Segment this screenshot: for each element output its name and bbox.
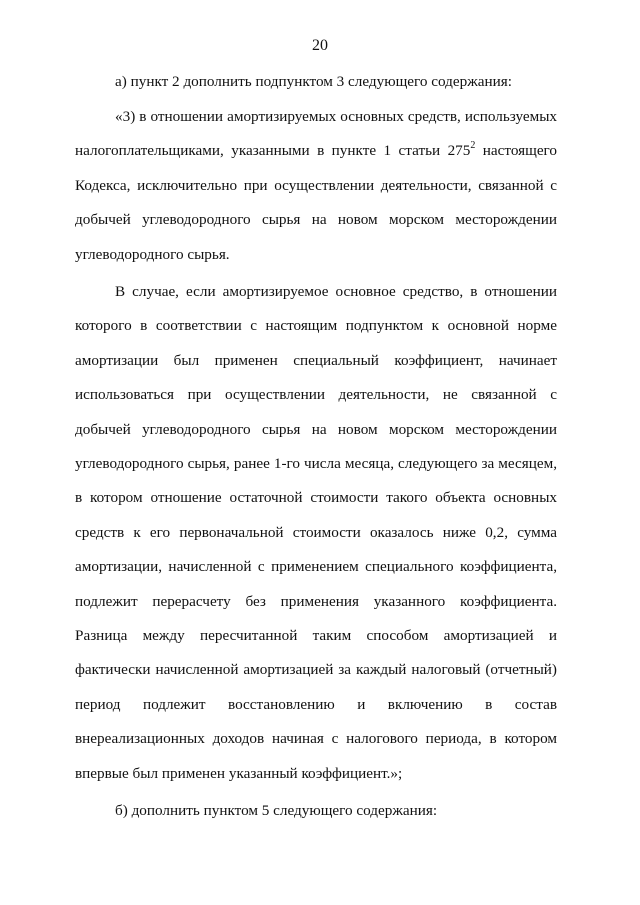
page-number: 20 xyxy=(312,37,328,54)
paragraph-subpoint-3 xyxy=(75,100,557,272)
subpoint-3-text-end: настоящего Кодекса, исключительно при осуществлении деятельности, связанной с добычей углеводородного сырья на новом морском месторождении углеводородного сырья. xyxy=(75,142,558,263)
paragraph-amendment-a: а) пункт 2 дополнить подпунктом 3 следующего содержания: xyxy=(115,73,512,90)
article-superscript: 2 xyxy=(470,140,476,152)
paragraph-recalculation: В случае, если амортизируемое основное средство, в отношении которого в соответствии с настоящим подпунктом к основной норме амортизации был применен специальный коэффициент, начинает использоваться при осуществлении деятельности, не связанной с добычей углеводородного сырья на новом морском месторождении углеводородного сырья, ранее 1-го числа месяца, следующего за месяцем, в котором отношение остаточной стоимости такого объекта основных средств к его первоначальной стоимости оказалось ниже 0,2, сумма амортизации, начисленной с применением специального коэффициента, подлежит перерасчету без применения указанного коэффициента. Разница между пересчитанной таким способом амортизацией и фактически начисленной амортизацией за каждый налоговый (отчетный) период подлежит восстановлению и включению в состав внереализационных доходов начиная с налогового периода, в котором впервые был применен указанный коэффициент.»; xyxy=(75,283,557,782)
paragraph-amendment-b: б) дополнить пунктом 5 следующего содержания: xyxy=(115,802,438,819)
subpoint-3-text-start: «3) в отношении амортизируемых основных средств, используемых налогоплательщиками, указанными в пункте 1 статьи 275 xyxy=(75,108,557,160)
